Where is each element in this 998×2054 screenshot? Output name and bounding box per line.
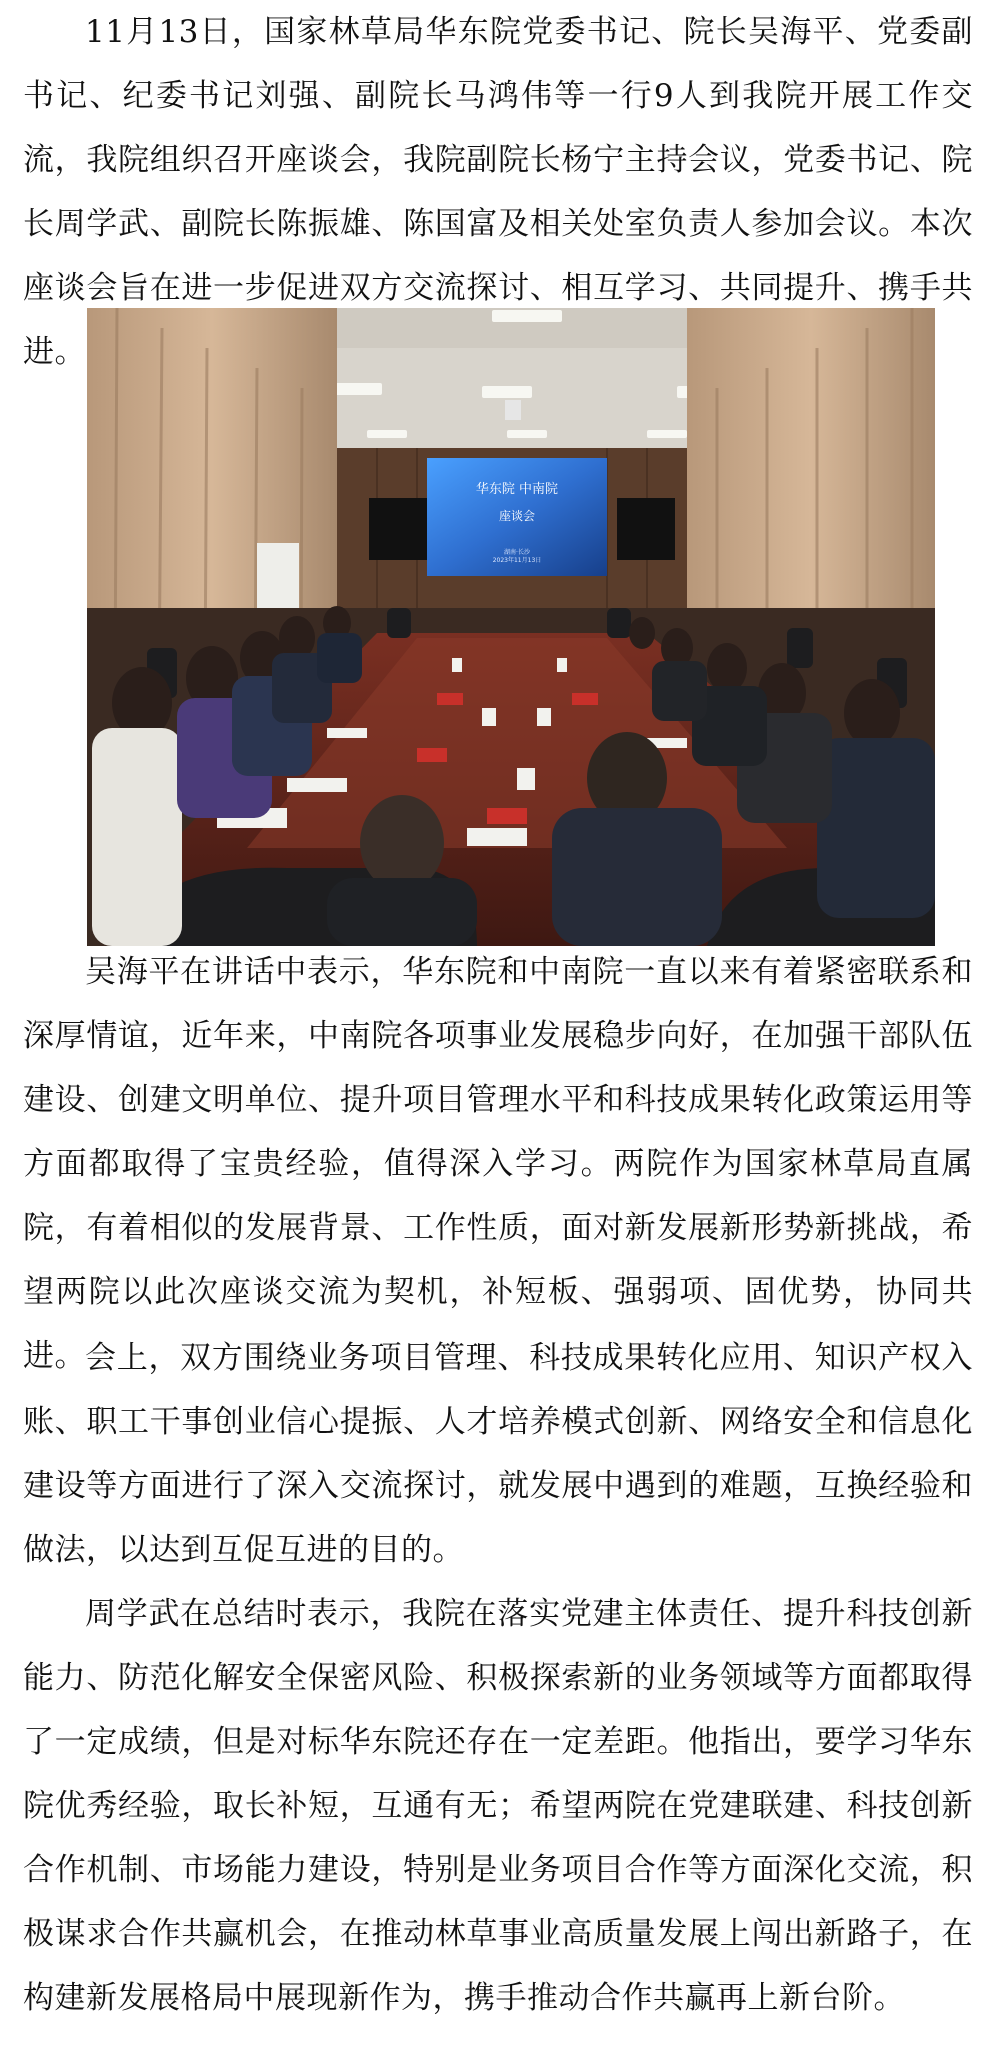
screen-subtitle: 座谈会 <box>498 509 536 523</box>
paragraph-intro: 11月13日，国家林草局华东院党委书记、院长吴海平、党委副书记、纪委书记刘强、副院长马鸿伟等一行9人到我院开展工作交流，我院组织召开座谈会，我院副院长杨宁主持会议，党委书记、院长周学武、副院长陈振雄、陈国富及相关处室负责人参加会议。本次座谈会旨在进一步促进双方交流探讨、相互学习、共同提升、携手共进。 <box>23 14 973 370</box>
meeting-photo <box>87 308 935 946</box>
paragraph-summary-zhou: 周学武在总结时表示，我院在落实党建主体责任、提升科技创新能力、防范化解安全保密风险、积极探索新的业务领域等方面都取得了一定成绩，但是对标华东院还存在一定差距。他指出，要学习华东院优秀经验，取长补短，互通有无；希望两院在党建联建、科技创新合作机制、市场能力建设，特别是业务项目合作等方面深化交流，积极谋求合作共赢机会，在推动林草事业高质量发展上闯出新路子，在构建新发展格局中展现新作为，携手推动合作共赢再上新台阶。 <box>23 1596 973 2016</box>
paragraph-discussion: 会上，双方围绕业务项目管理、科技成果转化应用、知识产权入账、职工干事创业信心提振、人才培养模式创新、网络安全和信息化建设等方面进行了深入交流探讨，就发展中遇到的难题，互换经验和做法，以达到互促互进的目的。 <box>23 1340 973 1568</box>
screen-location: 湖南·长沙 <box>504 549 530 556</box>
screen-title: 华东院 中南院 <box>475 482 559 497</box>
screen-date: 2023年11月13日 <box>492 557 542 564</box>
paragraph-speech-wu: 吴海平在讲话中表示，华东院和中南院一直以来有着紧密联系和深厚情谊，近年来，中南院各项事业发展稳步向好，在加强干部队伍建设、创建文明单位、提升项目管理水平和科技成果转化政策运用等方面都取得了宝贵经验，值得深入学习。两院作为国家林草局直属院，有着相似的发展背景、工作性质，面对新发展新形势新挑战，希望两院以此次座谈交流为契机，补短板、强弱项、固优势，协同共进。 <box>23 954 973 1374</box>
